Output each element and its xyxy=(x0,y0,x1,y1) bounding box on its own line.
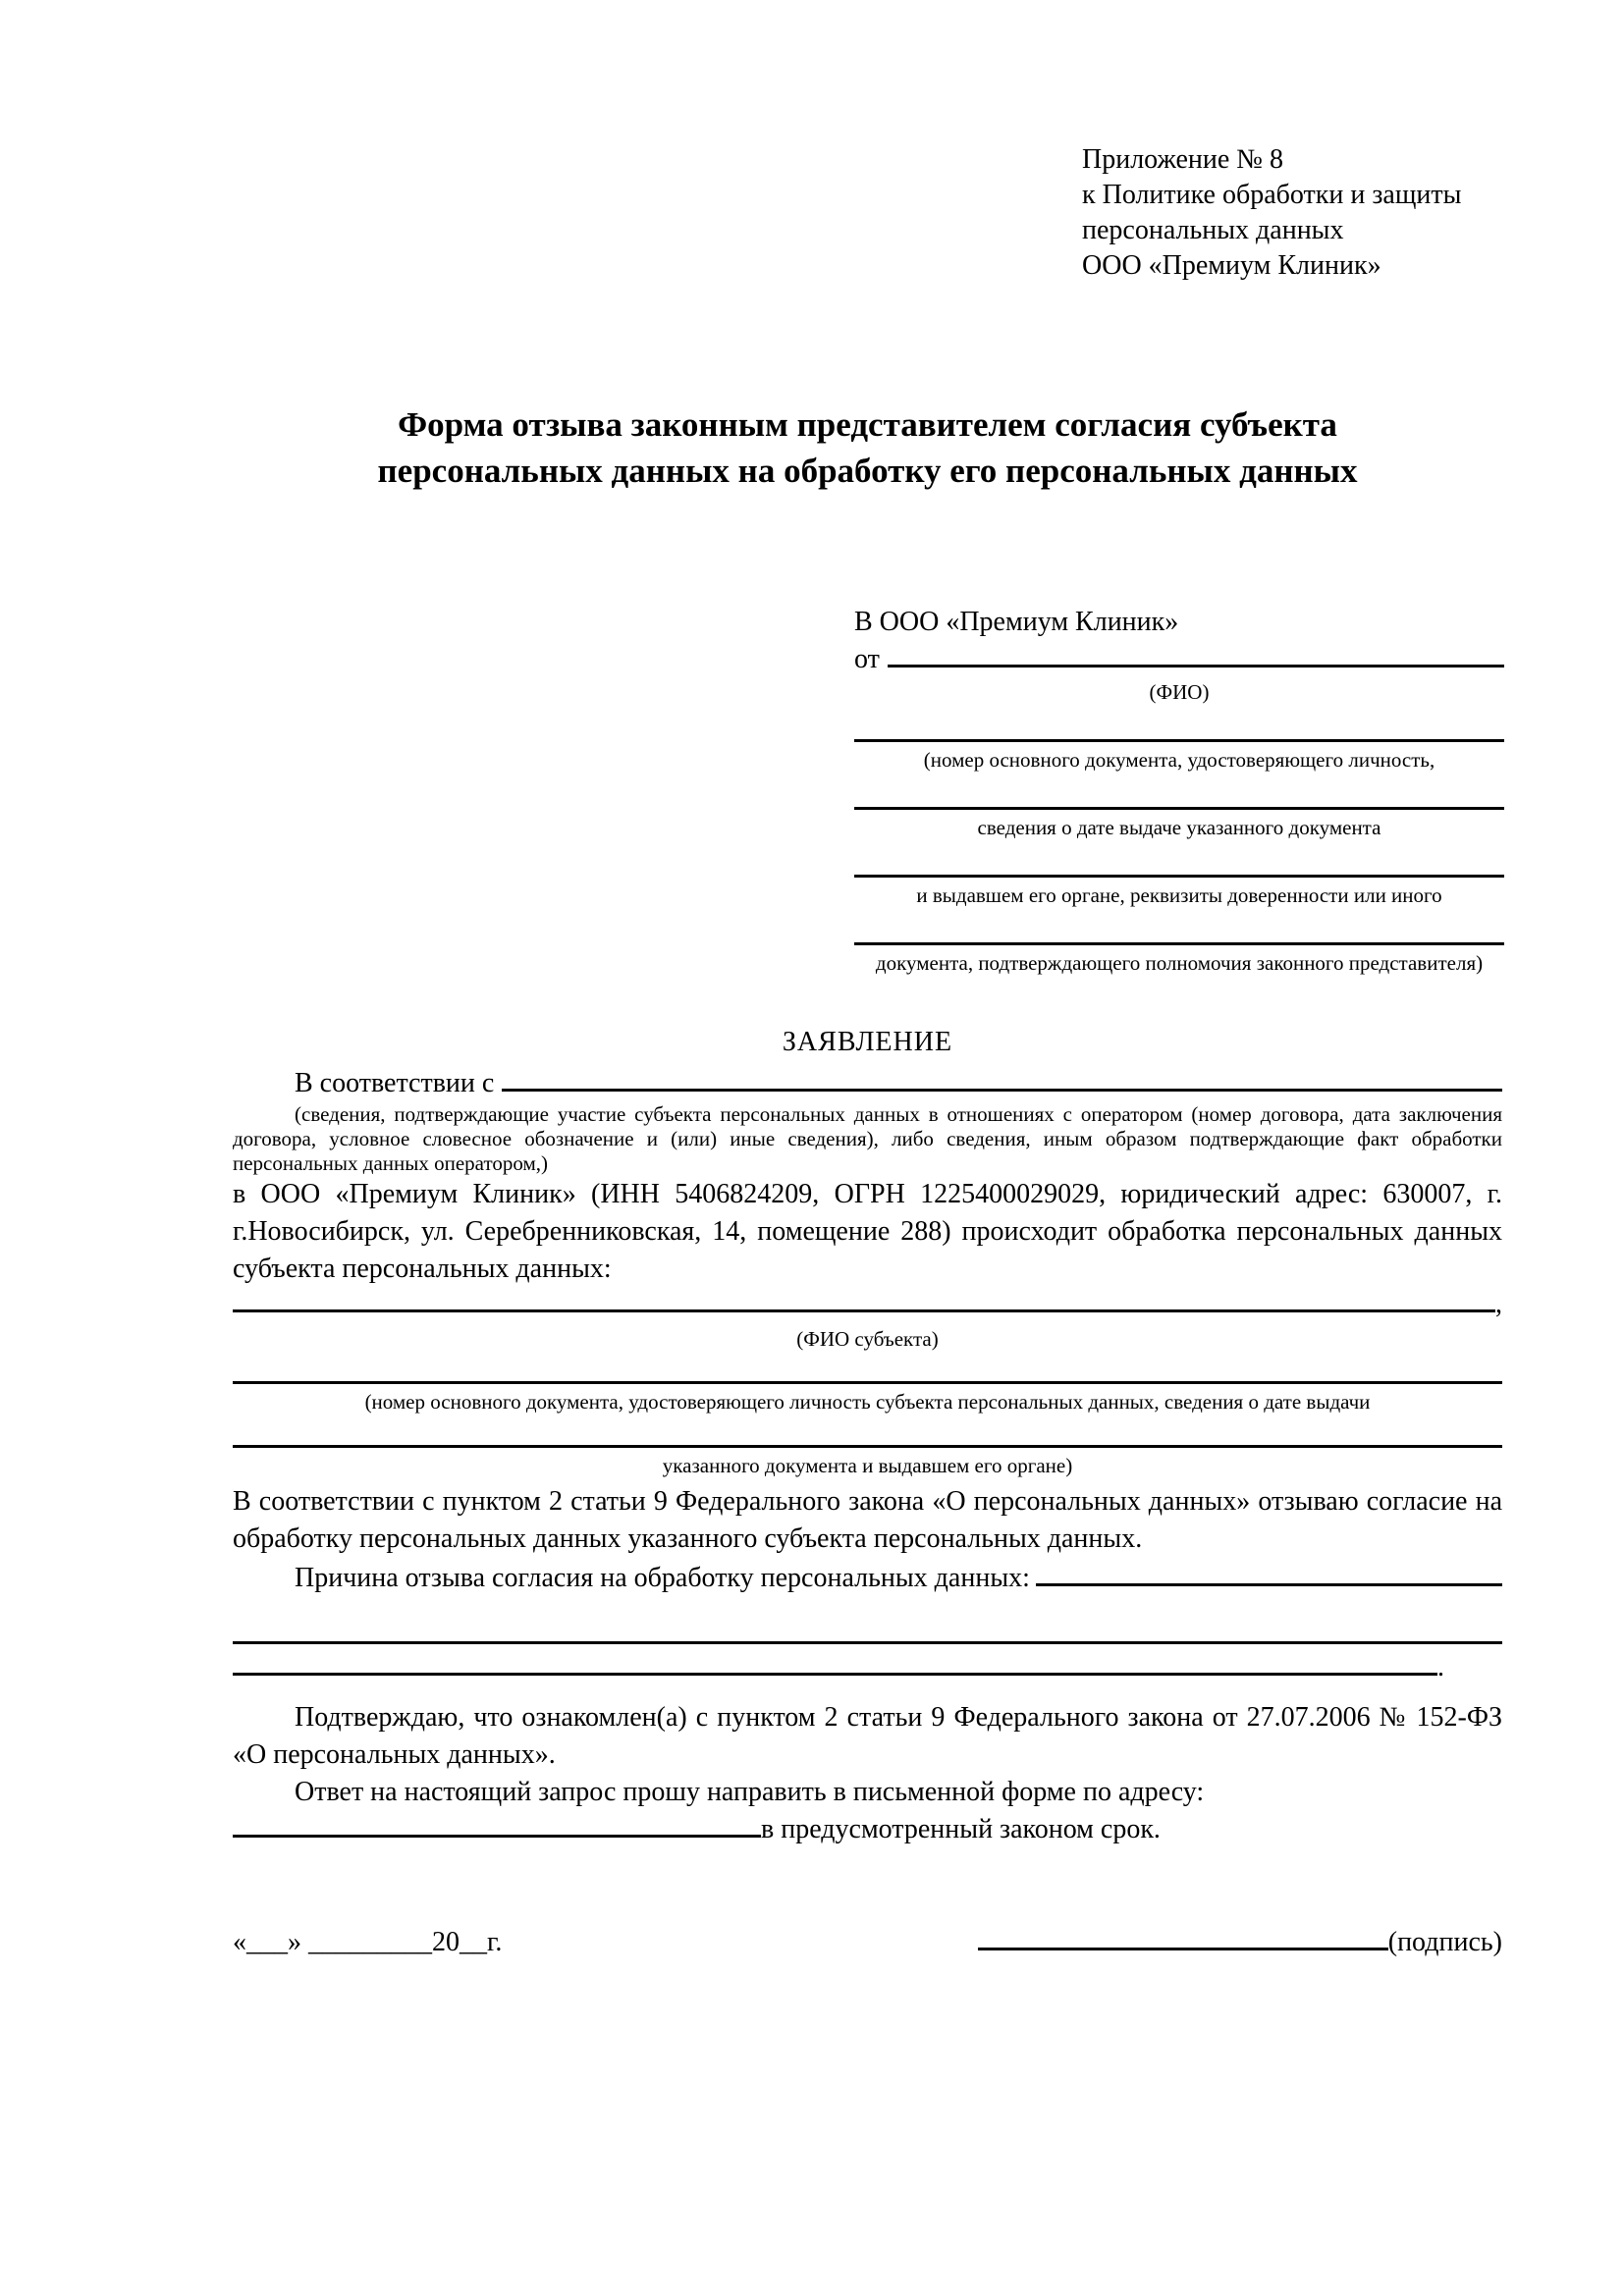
intro-prefix: В соответствии с xyxy=(295,1068,495,1098)
reason-extra-blank-line-1 xyxy=(233,1641,1502,1644)
appendix-line: Приложение № 8 xyxy=(1082,144,1283,175)
subject-doc-caption-1: (номер основного документа, удостоверяющего личность субъекта персональных данных, сведения о дате выдачи xyxy=(364,1390,1371,1414)
operator-paragraph: в ООО «Премиум Клиник» (ИНН 5406824209, ОГРН 1225400029029, юридический адрес: 630007, г. г.Новосибирск, ул. Серебренниковская, 14, помещение 288) происходит обработка персональных данных субъекта персональных данных: xyxy=(233,1179,1502,1284)
subject-fio-comma: , xyxy=(1495,1289,1502,1319)
fio-blank-line xyxy=(888,665,1504,667)
appendix-header xyxy=(1082,142,1502,284)
reason-blank-line xyxy=(1036,1583,1502,1586)
representative-authority-caption: документа, подтверждающего полномочия законного представителя) xyxy=(875,951,1484,975)
subject-doc-blank-line-1 xyxy=(233,1381,1502,1384)
signature-caption: (подпись) xyxy=(1387,1927,1502,1957)
appendix-line: ООО «Премиум Клиник» xyxy=(1082,250,1381,281)
form-title-line-1: Форма отзыва законным представителем согласия субъекта xyxy=(398,405,1337,444)
reason-row xyxy=(233,1560,1502,1597)
subject-fio-blank-line xyxy=(233,1309,1495,1312)
response-suffix: в предусмотренный законом срок. xyxy=(761,1814,1161,1844)
subject-fio-caption: (ФИО субъекта) xyxy=(796,1327,939,1351)
signature-group xyxy=(978,1924,1502,1961)
response-address-blank-line xyxy=(233,1835,761,1838)
signature-blank-line xyxy=(978,1948,1388,1950)
subject-doc-caption-2: указанного документа и выдавшем его органе) xyxy=(662,1454,1073,1477)
reason-extra-blank-line-2 xyxy=(233,1673,1437,1676)
fio-caption: (ФИО) xyxy=(1149,680,1210,704)
footer-row xyxy=(233,1924,1502,1961)
appendix-line: к Политике обработки и защиты xyxy=(1082,180,1462,210)
intro-row xyxy=(233,1065,1502,1102)
issue-date-caption: сведения о дате выдаче указанного документа xyxy=(977,816,1381,839)
date-line: «___» _________20__г. xyxy=(233,1927,503,1957)
response-address-row xyxy=(233,1811,1502,1848)
intro-caption: (сведения, подтверждающие участие субъекта персональных данных в отношениях с оператором (номер договора, дата заключения договора, условное словесное обозначение и (или) иные сведения), либо сведения, иным образом подтверждающие факт обработки персональных данных оператором,) xyxy=(233,1102,1502,1175)
from-row xyxy=(854,641,1504,678)
doc-number-caption: (номер основного документа, удостоверяющего личность, xyxy=(923,748,1435,772)
subject-doc-blank-line-2 xyxy=(233,1445,1502,1448)
addressee-to: В ООО «Премиум Клиник» xyxy=(854,607,1179,637)
form-title-line-2: персональных данных на обработку его персональных данных xyxy=(377,452,1358,490)
issuing-authority-blank-line xyxy=(854,875,1504,878)
representative-authority-blank-line xyxy=(854,942,1504,945)
response-request-paragraph: Ответ на настоящий запрос прошу направить в письменной форме по адресу: xyxy=(295,1777,1205,1807)
statement-heading: ЗАЯВЛЕНИЕ xyxy=(782,1027,953,1057)
reason-label: Причина отзыва согласия на обработку персональных данных: xyxy=(295,1563,1030,1593)
addressee-block xyxy=(854,604,1504,975)
appendix-line: персональных данных xyxy=(1082,215,1344,245)
form-title xyxy=(233,401,1502,494)
acknowledgement-paragraph: Подтверждаю, что ознакомлен(а) с пунктом 2 статьи 9 Федерального закона от 27.07.2006 № 152-ФЗ «О персональных данных». xyxy=(233,1702,1502,1770)
doc-number-blank-line xyxy=(854,739,1504,742)
issuing-authority-caption: и выдавшем его органе, реквизиты доверенности или иного xyxy=(916,883,1442,907)
reason-extra-row-2 xyxy=(233,1649,1502,1686)
subject-fio-row xyxy=(233,1288,1502,1321)
intro-blank-line xyxy=(502,1089,1502,1092)
issue-date-blank-line xyxy=(854,807,1504,810)
reason-line-period: . xyxy=(1437,1652,1444,1682)
from-label: от xyxy=(854,644,880,674)
withdrawal-paragraph: В соответствии с пунктом 2 статьи 9 Федерального закона «О персональных данных» отзываю согласие на обработку персональных данных указанного субъекта персональных данных. xyxy=(233,1486,1502,1554)
